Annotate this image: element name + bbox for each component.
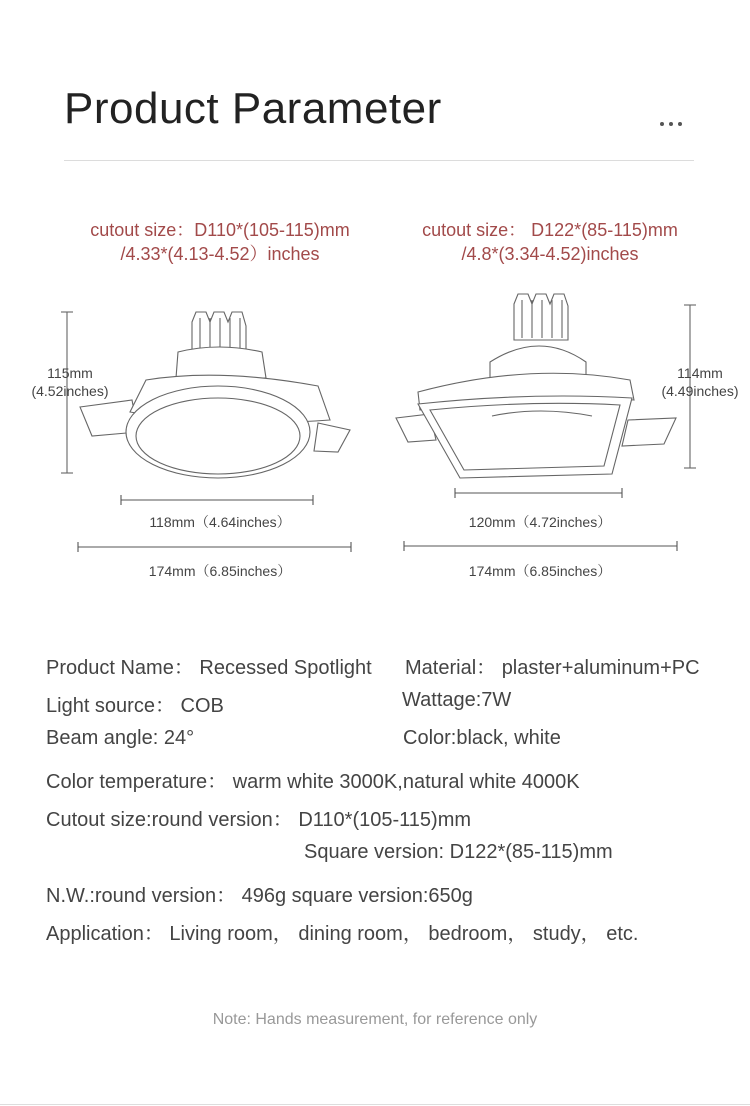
param-color: Color:black, white	[403, 727, 561, 749]
param-beam-angle: Beam angle: 24°	[46, 727, 195, 749]
param-cutout-square: Square version: D122*(85-115)mm	[304, 841, 613, 863]
param-product-name: Product Name： Recessed Spotlight	[46, 657, 372, 679]
param-net-weight: N.W.:round version： 496g square version:650g	[46, 885, 473, 907]
round-cutout-line2: /4.33*(4.13-4.52）inches	[120, 244, 320, 264]
param-color-temperature: Color temperature： warm white 3000K,natural white 4000K	[46, 771, 580, 793]
param-cutout-round: Cutout size:round version： D110*(105-115)mm	[46, 809, 472, 831]
square-cutout-line2: /4.8*(3.34-4.52)inches	[461, 244, 639, 264]
param-light-source: Light source： COB	[46, 695, 224, 717]
param-material: Material： plaster+aluminum+PC	[405, 657, 700, 679]
round-height-in: (4.52inches)	[31, 383, 109, 399]
square-cutout-line1: cutout size： D122*(85-115)mm	[422, 220, 678, 240]
square-inner-width: 120mm（4.72inches）	[468, 514, 612, 530]
round-inner-width: 118mm（4.64inches）	[149, 514, 291, 530]
square-height-in: (4.49inches)	[661, 383, 739, 399]
square-height-mm: 114mm	[677, 365, 723, 381]
round-height-mm: 115mm	[47, 365, 93, 381]
param-application: Application： Living room， dining room， bedroom， study， etc.	[46, 923, 639, 945]
round-cutout-line1: cutout size：D110*(105-115)mm	[90, 220, 350, 240]
round-outer-width: 174mm（6.85inches）	[148, 563, 292, 579]
param-wattage: Wattage:7W	[402, 689, 512, 711]
square-outer-width: 174mm（6.85inches）	[468, 563, 612, 579]
bottom-divider	[0, 1104, 750, 1105]
measurement-note: Note: Hands measurement, for reference only	[212, 1011, 538, 1028]
page-title: Product Parameter	[64, 84, 442, 133]
